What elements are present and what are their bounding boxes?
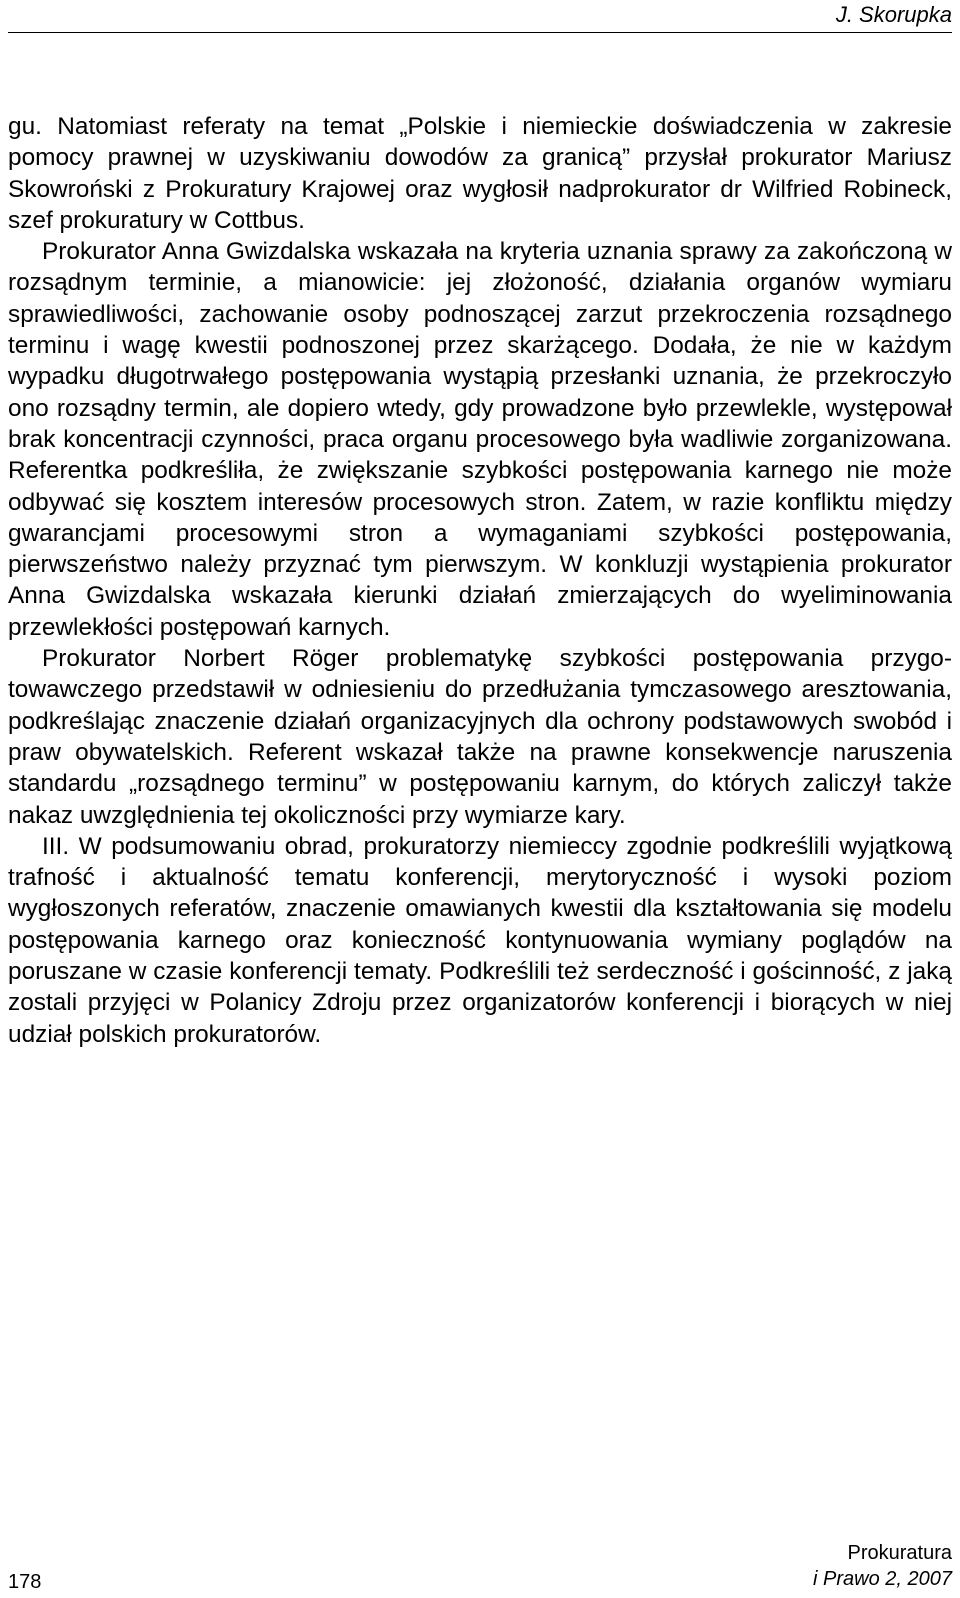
paragraph-2: Prokurator Anna Gwizdalska wskazała na kryteria uznania sprawy za zakończoną w rozsądnym terminie, a mianowicie: jej złożoność, działania organów wymiaru sprawiedliwości, zachowanie osoby podnoszącej zarzut przekroczenia rozsądnego terminu i wagę kwestii podnoszonej przez skarżącego. Dodała, że nie w każdym wypadku długotrwałego postępowania wystąpią przesłanki uznania, że przekroczyło ono rozsądny termin, ale dopiero wtedy, gdy prowadzone było przewlekle, występował brak koncentracji czynności, praca organu procesowego była wadliwie zorganizowana. Referentka podkreśliła, że zwiększanie szybkości postępowania karnego nie może odbywać się kosztem interesów procesowych stron. Zatem, w razie konfliktu między gwarancjami procesowymi stron a wymaganiami szybkości postępowania, pierwszeństwo należy przyznać tym pierwszym. W konkluzji wystąpienia prokurator Anna Gwizdalska wskazała kierunki działań zmierzających do wyeliminowania przewlekłości postępowań karnych.: [8, 238, 952, 641]
journal-issue: i Prawo 2, 2007: [813, 1568, 952, 1590]
journal-footer: [813, 1540, 952, 1592]
page-header: [0, 0, 960, 34]
page-number: 178: [8, 1571, 42, 1593]
journal-title: Prokuratura: [847, 1542, 952, 1564]
header-rule: [8, 32, 952, 33]
running-head: J. Skorupka: [835, 2, 952, 27]
body-text: [8, 111, 952, 1050]
paragraph-4: III. W podsumowaniu obrad, prokuratorzy niemieccy zgodnie podkreślili wyjątkową trafność i aktualność tematu konferencji, merytoryczność i wysoki poziom wygłoszonych referatów, znaczenie omawianych kwestii dla kształtowania się modelu postępowania karnego oraz konieczność kontynuowania wymiany poglądów na poruszane w czasie konferencji tematy. Podkreślili też serdeczność i gościnność, z jaką zostali przyjęci w Polanicy Zdroju przez organizatorów konferencji i biorących w niej udział polskich prokuratorów.: [8, 832, 952, 1048]
paragraph-1: gu. Natomiast referaty na temat „Polskie i niemieckie doświadczenia w zakresie pomocy prawnej w uzyskiwaniu dowodów za granicą” przysłał prokurator Mariusz Skowroński z Prokuratury Krajowej oraz wygłosił nadprokurator dr Wilfried Robineck, szef prokuratury w Cottbus.: [8, 113, 952, 234]
paragraph-3: Prokurator Norbert Röger problematykę szybkości postępowania przygotowawczego przedstawił w odniesieniu do przedłużania tymczasowego aresztowania, podkreślając znaczenie działań organizacyjnych dla ochrony podstawowych swobód i praw obywatelskich. Referent wskazał także na prawne konsekwencje naruszenia standardu „rozsądnego terminu” w postępowaniu karnym, do których zaliczył także nakaz uwzględnienia tej okoliczności przy wymiarze kary.: [8, 645, 952, 829]
